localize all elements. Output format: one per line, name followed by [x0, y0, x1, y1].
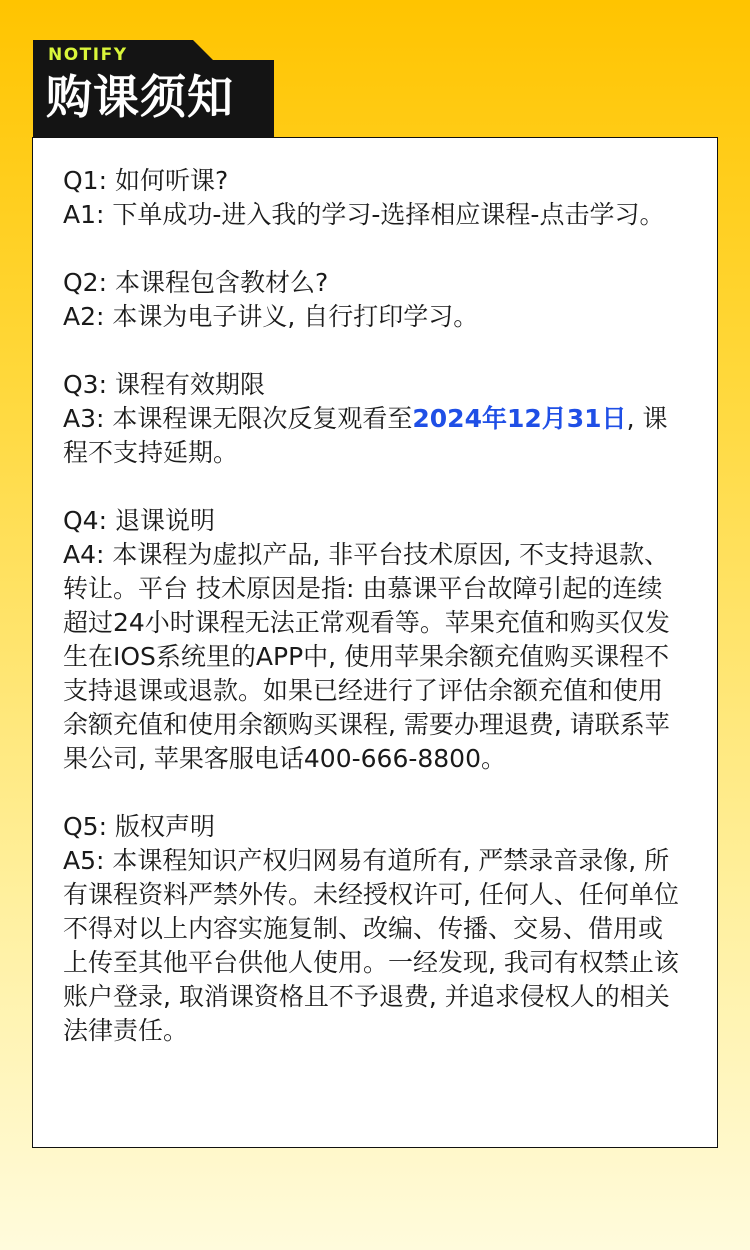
answer: A1: 下单成功-进入我的学习-选择相应课程-点击学习。: [63, 200, 665, 229]
question: Q1: 如何听课?: [63, 166, 229, 195]
page-title: 购课须知: [46, 70, 234, 124]
answer: A4: 本课程为虚拟产品, 非平台技术原因, 不支持退款、转让。平台 技术原因是指: 由慕课平台故障引起的连续超过24小时课程无法正常观看等。苹果充值和购买仅发生在IOS系统里的APP中, 使用苹果余额充值购买课程不支持退课或退款。如果已经进行了评估余额充值和使用余额充值和使用余额购买课程, 需要办理退费, 请联系苹果公司, 苹果客服电话400-666-8800。: [63, 540, 670, 773]
answer-text: , 课程不支持延期。: [63, 404, 668, 467]
answer: [63, 402, 679, 470]
faq-item-q3: [63, 368, 679, 470]
question: Q2: 本课程包含教材么?: [63, 268, 329, 297]
faq-item-q2: [63, 266, 679, 334]
faq-card: [32, 137, 718, 1148]
tag-label: NOTIFY: [48, 45, 128, 65]
question: Q5: 版权声明: [63, 812, 215, 841]
answer-text: A3: 本课程课无限次反复观看至: [63, 404, 413, 433]
faq-item-q1: [63, 164, 679, 232]
expiry-date-highlight: 2024年12月31日: [412, 404, 627, 433]
question: Q4: 退课说明: [63, 506, 215, 535]
faq-item-q5: [63, 810, 679, 1048]
answer: A2: 本课为电子讲义, 自行打印学习。: [63, 302, 479, 331]
answer: A5: 本课程知识产权归网易有道所有, 严禁录音录像, 所有课程资料严禁外传。未经授权许可, 任何人、任何单位不得对以上内容实施复制、改编、传播、交易、借用或上传至其他平台供他人使用。一经发现, 我司有权禁止该账户登录, 取消课资格且不予退费, 并追求侵权人的相关法律责任。: [63, 846, 679, 1045]
question: Q3: 课程有效期限: [63, 370, 265, 399]
faq-item-q4: [63, 504, 679, 776]
